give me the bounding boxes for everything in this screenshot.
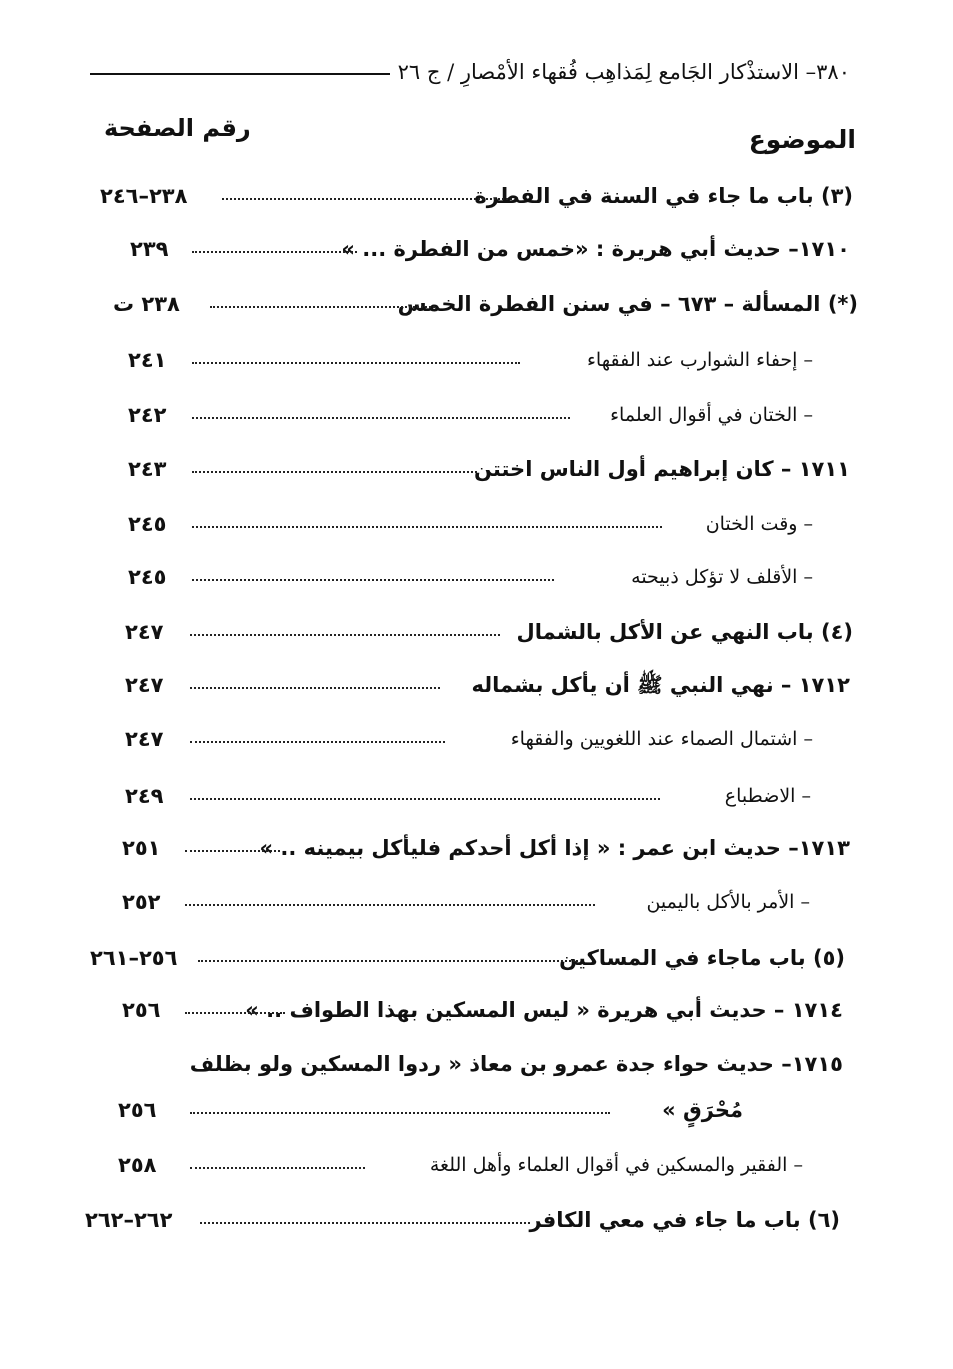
entry-title: ١٧١٤ – حديث أبي هريرة « ليس المسكين بهذا الطواف .. »	[245, 998, 843, 1022]
dot-leader	[185, 904, 595, 906]
dot-leader	[192, 471, 477, 473]
dot-leader	[190, 634, 500, 636]
entry-page: ٢٤٣	[128, 457, 167, 481]
toc-entry	[0, 229, 953, 269]
toc-entry	[0, 990, 953, 1030]
entry-page: ٢٤٧	[125, 727, 164, 751]
toc-entry	[0, 1044, 953, 1084]
dot-leader	[190, 798, 660, 800]
entry-title: مُحْرَقٍ »	[662, 1098, 743, 1122]
entry-page: ٢٣٨–٢٤٦	[100, 184, 188, 208]
toc-entry	[0, 828, 953, 868]
entry-title: – الاضطباع	[724, 785, 811, 807]
dot-leader	[190, 1112, 610, 1114]
entry-page: ٢٤٧	[125, 673, 164, 697]
entry-page: ٢٤٩	[125, 784, 164, 808]
entry-title: (٤) باب النهي عن الأكل بالشمال	[516, 620, 853, 644]
column-heading-topic: الموضوع	[748, 125, 856, 154]
toc-entry	[0, 557, 953, 597]
column-heading-page: رقم الصفحة	[104, 114, 251, 142]
dot-leader	[190, 687, 440, 689]
entry-title: – اشتمال الصماء عند اللغويين والفقهاء	[510, 728, 813, 750]
toc-entry	[0, 1200, 953, 1240]
entry-page: ٢٤١	[128, 348, 167, 372]
entry-title: ١٧١٣– حديث ابن عمر : « إذا أكل أحدكم فليأكل بيمينه .. »	[259, 836, 850, 860]
toc-entry	[0, 938, 953, 978]
entry-title: ١٧١٠– حديث أبي هريرة : «خمس من الفطرة ... »	[341, 237, 850, 261]
entry-title: (٥) باب ماجاء في المساكين	[559, 946, 845, 970]
entry-page: ٢٥٨	[118, 1153, 157, 1177]
entry-title: – الختان في أقوال العلماء	[610, 404, 813, 426]
entry-title: – الفقير والمسكين في أقوال العلماء وأهل اللغة	[429, 1154, 803, 1176]
dot-leader	[200, 1222, 530, 1224]
entry-title: ١٧١٥– حديث حواء جدة عمرو بن معاذ « ردوا المسكين ولو بظلف	[189, 1052, 843, 1076]
toc-entry	[0, 395, 953, 435]
dot-leader	[210, 306, 435, 308]
toc-entry	[0, 284, 953, 324]
toc-entry	[0, 719, 953, 759]
dot-leader	[198, 960, 578, 962]
toc-entry	[0, 1145, 953, 1185]
entry-page: ٢٥٦–٢٦١	[90, 946, 178, 970]
toc-entry	[0, 882, 953, 922]
toc-entry	[0, 665, 953, 705]
toc-entry	[0, 340, 953, 380]
entry-page: ٢٤٥	[128, 565, 167, 589]
dot-leader	[192, 362, 520, 364]
running-header	[90, 52, 850, 92]
entry-title: – الأمر بالأكل باليمين	[646, 891, 810, 913]
entry-title: ١٧١٢ – نهي النبي ﷺ أن يأكل بشماله	[471, 673, 850, 697]
toc-entry	[0, 1090, 953, 1130]
toc-entry	[0, 504, 953, 544]
entry-title: (٣) باب ما جاء في السنة في الفطرة	[474, 184, 853, 208]
toc-entry	[0, 176, 953, 216]
dot-leader	[192, 526, 662, 528]
entry-page: ٢٥٦	[122, 998, 161, 1022]
entry-page: ٢٤٢	[128, 403, 167, 427]
dot-leader	[222, 198, 512, 200]
entry-page: ٢٣٨ ت	[113, 292, 180, 316]
dot-leader	[190, 741, 445, 743]
entry-title: – وقت الختان	[705, 513, 813, 535]
entry-page: ٢٥٦	[118, 1098, 157, 1122]
dot-leader	[185, 850, 280, 852]
entry-page: ٢٥١	[122, 836, 161, 860]
entry-page: ٢٤٧	[125, 620, 164, 644]
entry-page: ٢٦٢–٢٦٢	[85, 1208, 173, 1232]
toc-entry	[0, 776, 953, 816]
toc-entry	[0, 449, 953, 489]
entry-title: – الأقلف لا تؤكل ذبيحته	[631, 566, 813, 588]
header-rule	[90, 73, 390, 75]
entry-page: ٢٥٢	[122, 890, 161, 914]
dot-leader	[185, 1012, 285, 1014]
dot-leader	[190, 1167, 365, 1169]
dot-leader	[192, 579, 554, 581]
dot-leader	[192, 417, 570, 419]
entry-title: – إحفاء الشوارب عند الفقهاء	[586, 349, 813, 371]
entry-page: ٢٤٥	[128, 512, 167, 536]
entry-title: (٦) باب ما جاء في معي الكافر	[529, 1208, 840, 1232]
entry-title: ١٧١١ – كان إبراهيم أول الناس اختتن	[474, 457, 850, 481]
dot-leader	[192, 251, 357, 253]
toc-entry	[0, 612, 953, 652]
entry-title: (*) المسألة – ٦٧٣ – في سنن الفطرة الخمس	[397, 292, 858, 316]
entry-page: ٢٣٩	[130, 237, 169, 261]
running-title: ٣٨٠– الاستذْكار الجَامع لِمَذاهِب فُقهاء الأمْصارِ / ج ٢٦	[397, 60, 850, 84]
